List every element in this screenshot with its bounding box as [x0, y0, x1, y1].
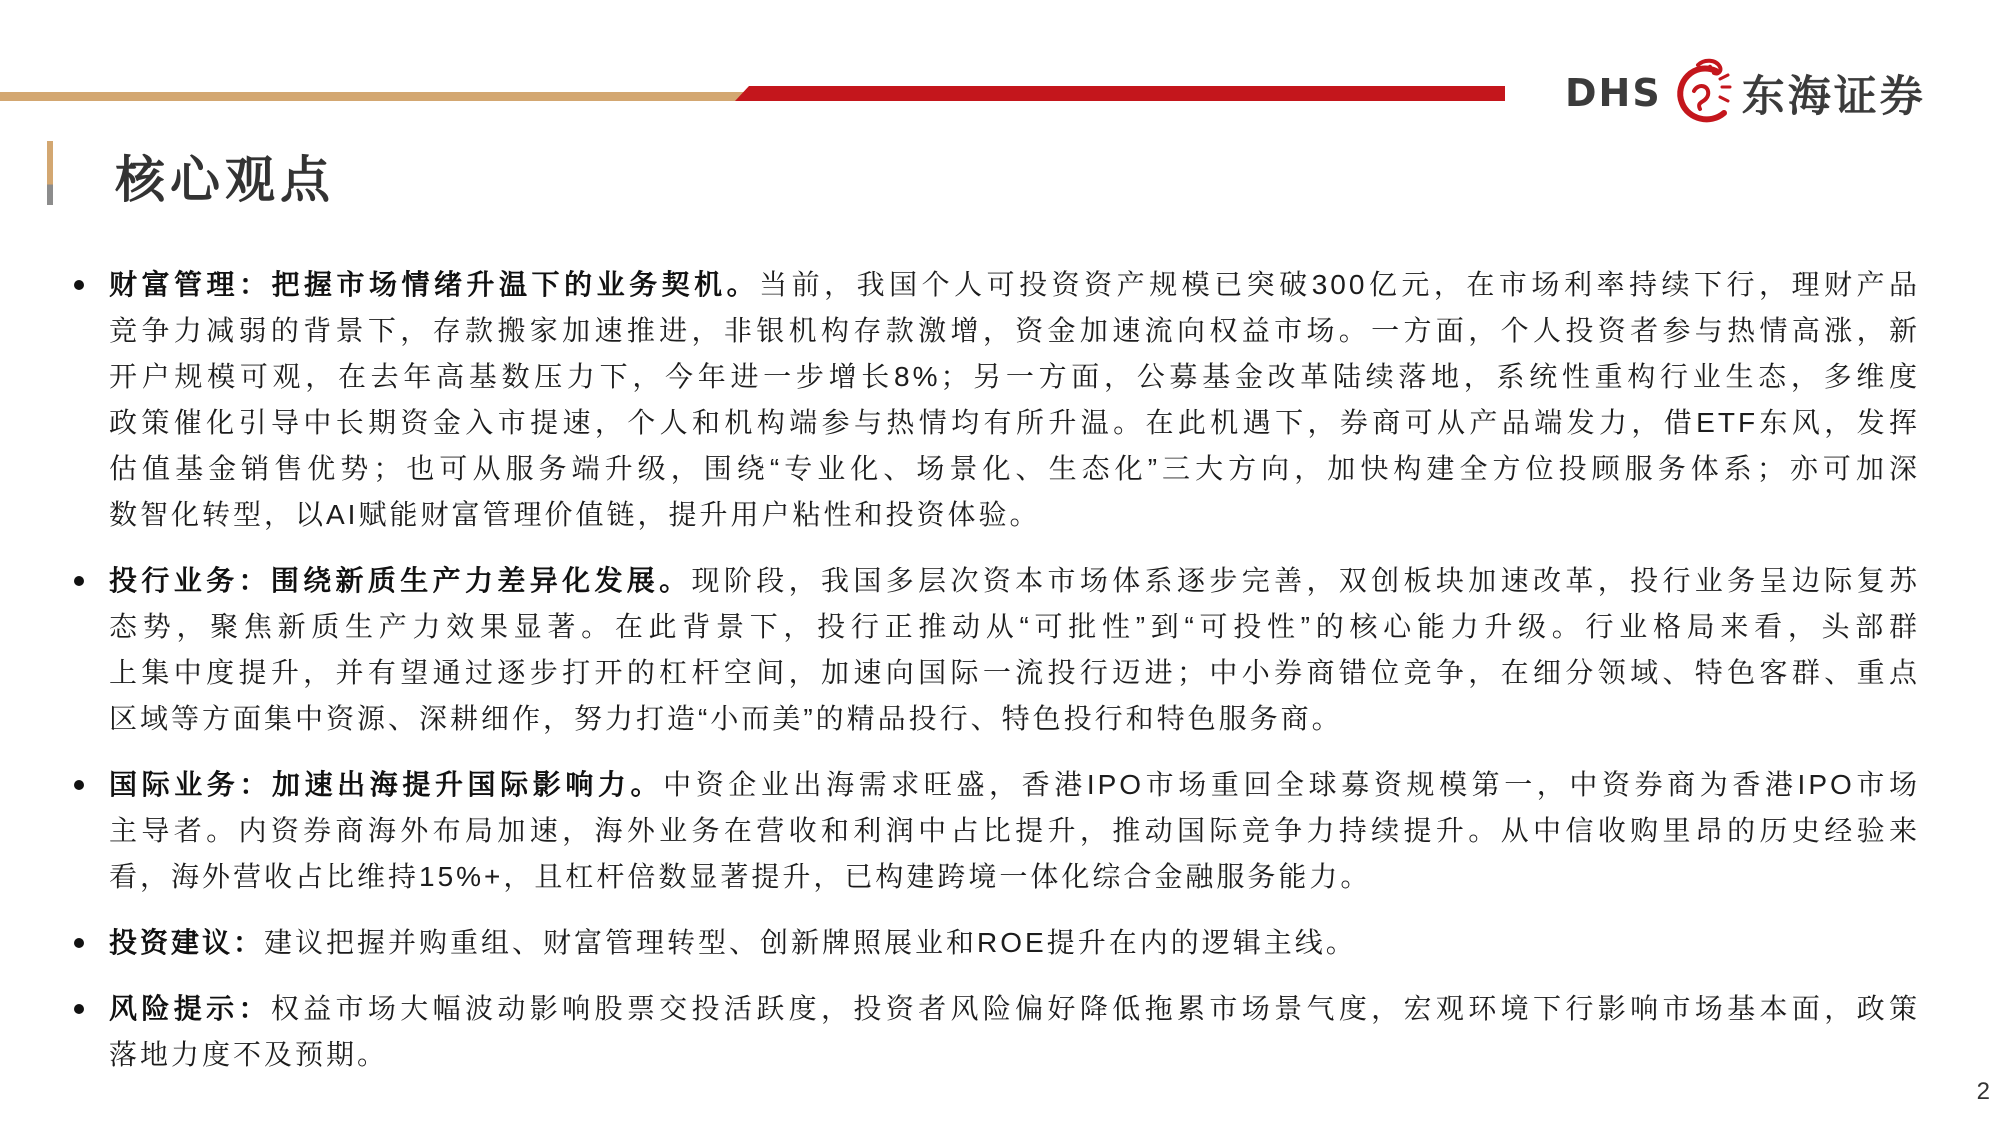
- text-line: [109, 920, 1920, 966]
- bullet-dot: [74, 938, 84, 948]
- list-item-investment-advice: [0, 920, 1920, 966]
- logo-company-name: 东海证券: [1741, 71, 1926, 122]
- text-line: 看，海外营收占比维持15%+，且杠杆倍数显著提升，已构建跨境一体化综合金融服务能力。: [109, 861, 1372, 892]
- bullet-lead: 财富管理：把握市场情绪升温下的业务契机。: [109, 269, 760, 300]
- text-line: 估值基金销售优势；也可从服务端升级，围绕“专业化、场景化、生态化”三大方向，加快构建全方位投顾服务体系；亦可加深: [109, 453, 1920, 484]
- text-line: 落地力度不及预期。: [109, 1039, 389, 1070]
- text-line: 数智化转型，以AI赋能财富管理价值链，提升用户粘性和投资体验。: [109, 499, 1041, 530]
- text-line: [109, 558, 1920, 604]
- header-red-bar: [735, 86, 1505, 101]
- bullet-text: 现阶段，我国多层次资本市场体系逐步完善，双创板块加速改革，投行业务呈边际复苏: [691, 565, 1920, 596]
- list-item-wealth-management: [0, 262, 1920, 538]
- text-line: 开户规模可观，在去年高基数压力下，今年进一步增长8%；另一方面，公募基金改革陆续落地，系统性重构行业生态，多维度: [109, 361, 1920, 392]
- page-title: 核心观点: [115, 150, 335, 209]
- bullet-text: 建议把握并购重组、财富管理转型、创新牌照展业和ROE提升在内的逻辑主线。: [264, 927, 1357, 958]
- bullet-lead: 投资建议：: [109, 927, 265, 958]
- bullet-dot: [74, 780, 84, 790]
- bullet-dot: [74, 280, 84, 290]
- bullet-lead: 国际业务：加速出海提升国际影响力。: [109, 769, 664, 800]
- text-line: 竞争力减弱的背景下，存款搬家加速推进，非银机构存款激增，资金加速流向权益市场。一方面，个人投资者参与热情高涨，新: [109, 315, 1920, 346]
- bullet-lead: 风险提示：: [109, 993, 271, 1024]
- text-line: [109, 986, 1920, 1032]
- list-item-investment-banking: [0, 558, 1920, 742]
- text-line: 政策催化引导中长期资金入市提速，个人和机构端参与热情均有所升温。在此机遇下，券商可从产品端发力，借ETF东风，发挥: [109, 407, 1920, 438]
- list-item-international-business: [0, 762, 1920, 900]
- text-line: 区域等方面集中资源、深耕细作，努力打造“小而美”的精品投行、特色投行和特色服务商。: [109, 703, 1343, 734]
- bullet-dot: [74, 576, 84, 586]
- logo-mark-text: DHS: [1565, 71, 1662, 115]
- bullet-lead: 投行业务：围绕新质生产力差异化发展。: [109, 565, 692, 596]
- text-line: 主导者。内资券商海外布局加速，海外业务在营收和利润中占比提升，推动国际竞争力持续提升。从中信收购里昂的历史经验来: [109, 815, 1920, 846]
- dragon-emblem-icon: [1670, 57, 1734, 129]
- text-line: 态势，聚焦新质生产力效果显著。在此背景下，投行正推动从“可批性”到“可投性”的核心能力升级。行业格局来看，头部群: [109, 611, 1920, 642]
- bullet-dot: [74, 1004, 84, 1014]
- text-line: 上集中度提升，并有望通过逐步打开的杠杆空间，加速向国际一流投行迈进；中小券商错位竞争，在细分领域、特色客群、重点: [109, 657, 1920, 688]
- title-accent-bar: [47, 141, 53, 205]
- company-logo: [1565, 56, 1926, 130]
- text-line: [109, 262, 1920, 308]
- bullet-text: 中资企业出海需求旺盛，香港IPO市场重回全球募资规模第一，中资券商为香港IPO市场: [663, 769, 1920, 800]
- page-number: 2: [1976, 1078, 1990, 1105]
- key-points-list: [0, 262, 2000, 1098]
- text-line: [109, 762, 1920, 808]
- list-item-risk-warning: [0, 986, 1920, 1078]
- bullet-text: 当前，我国个人可投资资产规模已突破300亿元，在市场利率持续下行，理财产品: [759, 269, 1920, 300]
- bullet-text: 权益市场大幅波动影响股票交投活跃度，投资者风险偏好降低拖累市场景气度，宏观环境下行影响市场基本面，政策: [270, 993, 1920, 1024]
- header-gold-bar: [0, 92, 752, 101]
